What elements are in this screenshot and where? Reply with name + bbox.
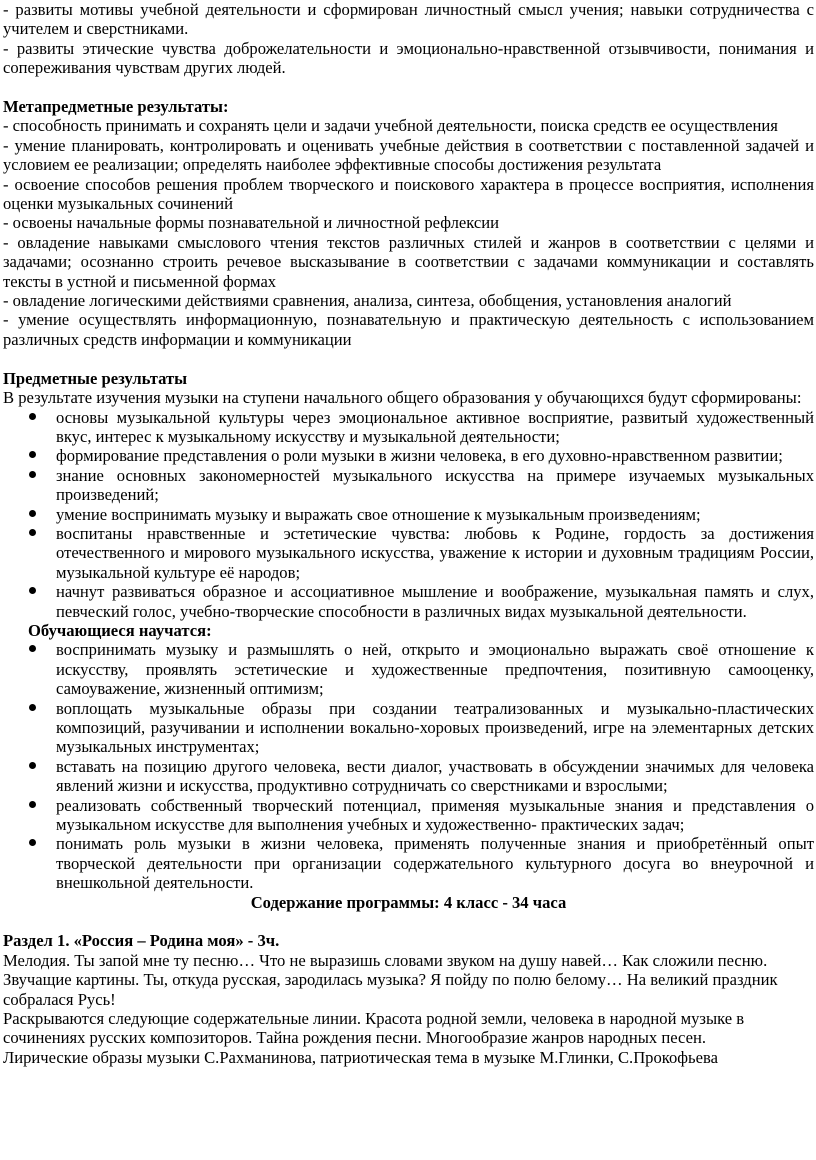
meta-item: - освоение способов решения проблем творческого и поискового характера в процессе восприятия, исполнения оценки музыкальных сочинений bbox=[3, 174, 814, 214]
list-item: воспринимать музыку и размышлять о ней, открыто и эмоционально выражать своё отношение к искусству, проявлять эстетические и художественные предпочтения, позитивную самооценку, самоуважение, жизненный оптимизм; bbox=[3, 640, 814, 698]
program-heading: Содержание программы: 4 класс - 34 часа bbox=[250, 892, 567, 912]
bullet-icon bbox=[29, 839, 36, 846]
list-item: основы музыкальной культуры через эмоциональное активное восприятие, развитый художественный вкус, интерес к музыкальному искусству и музыкальной деятельности; bbox=[3, 408, 814, 447]
meta-results-heading: Метапредметные результаты: bbox=[3, 97, 229, 117]
learners-bullet-list bbox=[3, 640, 814, 892]
meta-item: - освоены начальные формы познавательной и личностной рефлексии bbox=[3, 213, 500, 233]
intro-line: - развиты этические чувства доброжелательности и эмоционально-нравственной отзывчивости, понимания и сопереживания чувствам других людей. bbox=[3, 38, 814, 78]
section-content: Раскрываются следующие содержательные линии. Красота родной земли, человека в народной музыке в сочинениях русских композиторов. Тайна рождения песни. Многообразие жанров народных песен. bbox=[3, 1009, 745, 1048]
bullet-icon bbox=[29, 587, 36, 594]
subject-intro: В результате изучения музыки на ступени начального общего образования у обучающихся будут сформированы: bbox=[3, 388, 802, 408]
bullet-icon bbox=[29, 529, 36, 536]
subject-bullet-list bbox=[3, 408, 814, 621]
section-topics: Мелодия. Ты запой мне ту песню… Что не выразишь словами звуком на душу навей… Как сложили песню. Звучащие картины. Ты, откуда русская, зародилась музыка? Я пойду по полю белому… На великий праздник собралася Русь! bbox=[3, 950, 778, 1009]
intro-line: - развиты мотивы учебной деятельности и сформирован личностный смысл учения; навыки сотрудничества с учителем и сверстниками. bbox=[3, 0, 814, 39]
list-item: воплощать музыкальные образы при создании театрализованных и музыкально-пластических композиций, разучивании и исполнении вокально-хоровых произведений, игре на элементарных детских музыкальных инструментах; bbox=[3, 699, 814, 757]
list-item: умение воспринимать музыку и выражать свое отношение к музыкальным произведениям; bbox=[3, 505, 814, 524]
bullet-icon bbox=[29, 471, 36, 478]
section-lyrical-images: Лирические образы музыки С.Рахманинова, патриотическая тема в музыке М.Глинки, С.Прокофьева bbox=[3, 1047, 718, 1067]
bullet-icon bbox=[29, 704, 36, 711]
section-heading: Раздел 1. «Россия – Родина моя» - 3ч. bbox=[3, 931, 280, 951]
meta-item: - способность принимать и сохранять цели и задачи учебной деятельности, поиска средств ее осуществления bbox=[3, 116, 778, 136]
bullet-icon bbox=[29, 762, 36, 769]
meta-item: - умение планировать, контролировать и оценивать учебные действия в соответствии с поставленной задачей и условием ее реализации; определять наиболее эффективные способы достижения результата bbox=[3, 135, 814, 175]
bullet-icon bbox=[29, 451, 36, 458]
list-item: реализовать собственный творческий потенциал, применяя музыкальные знания и представления о музыкальном искусстве для выполнения учебных и художественно- практических задач; bbox=[3, 796, 814, 835]
meta-item: - овладение логическими действиями сравнения, анализа, синтеза, обобщения, установления аналогий bbox=[3, 291, 732, 311]
learners-heading: Обучающиеся научатся: bbox=[28, 620, 212, 640]
bullet-icon bbox=[29, 801, 36, 808]
meta-item: - овладение навыками смыслового чтения текстов различных стилей и жанров в соответствии с целями и задачами; осознанно строить речевое высказывание в соответствии с задачами коммуникации и составлять тексты в устной и письменной формах bbox=[3, 232, 814, 291]
spacer bbox=[3, 912, 814, 931]
list-item: начнут развиваться образное и ассоциативное мышление и воображение, музыкальная память и слух, певческий голос, учебно-творческие способности в различных видах музыкальной деятельности. bbox=[3, 582, 814, 621]
list-item: воспитаны нравственные и эстетические чувства: любовь к Родине, гордость за достижения отечественного и мирового музыкального искусства, уважение к истории и духовным традициям России, музыкальной культуре её народов; bbox=[3, 524, 814, 582]
subject-results-heading: Предметные результаты bbox=[3, 368, 188, 388]
bullet-icon bbox=[29, 413, 36, 420]
list-item: знание основных закономерностей музыкального искусства на примере изучаемых музыкальных произведений; bbox=[3, 466, 814, 505]
list-item: формирование представления о роли музыки в жизни человека, в его духовно-нравственном развитии; bbox=[3, 446, 814, 465]
spacer bbox=[3, 349, 814, 368]
spacer bbox=[3, 78, 814, 97]
list-item: вставать на позицию другого человека, вести диалог, участвовать в обсуждении значимых для человека явлений жизни и искусства, продуктивно сотрудничать со сверстниками и взрослыми; bbox=[3, 757, 814, 796]
bullet-icon bbox=[29, 510, 36, 517]
bullet-icon bbox=[29, 645, 36, 652]
meta-item: - умение осуществлять информационную, познавательную и практическую деятельность с использованием различных средств информации и коммуникации bbox=[3, 310, 814, 349]
list-item: понимать роль музыки в жизни человека, применять полученные знания и приобретённый опыт творческой деятельности при организации содержательного культурного досуга во внеурочной и внешкольной деятельности. bbox=[3, 834, 814, 892]
